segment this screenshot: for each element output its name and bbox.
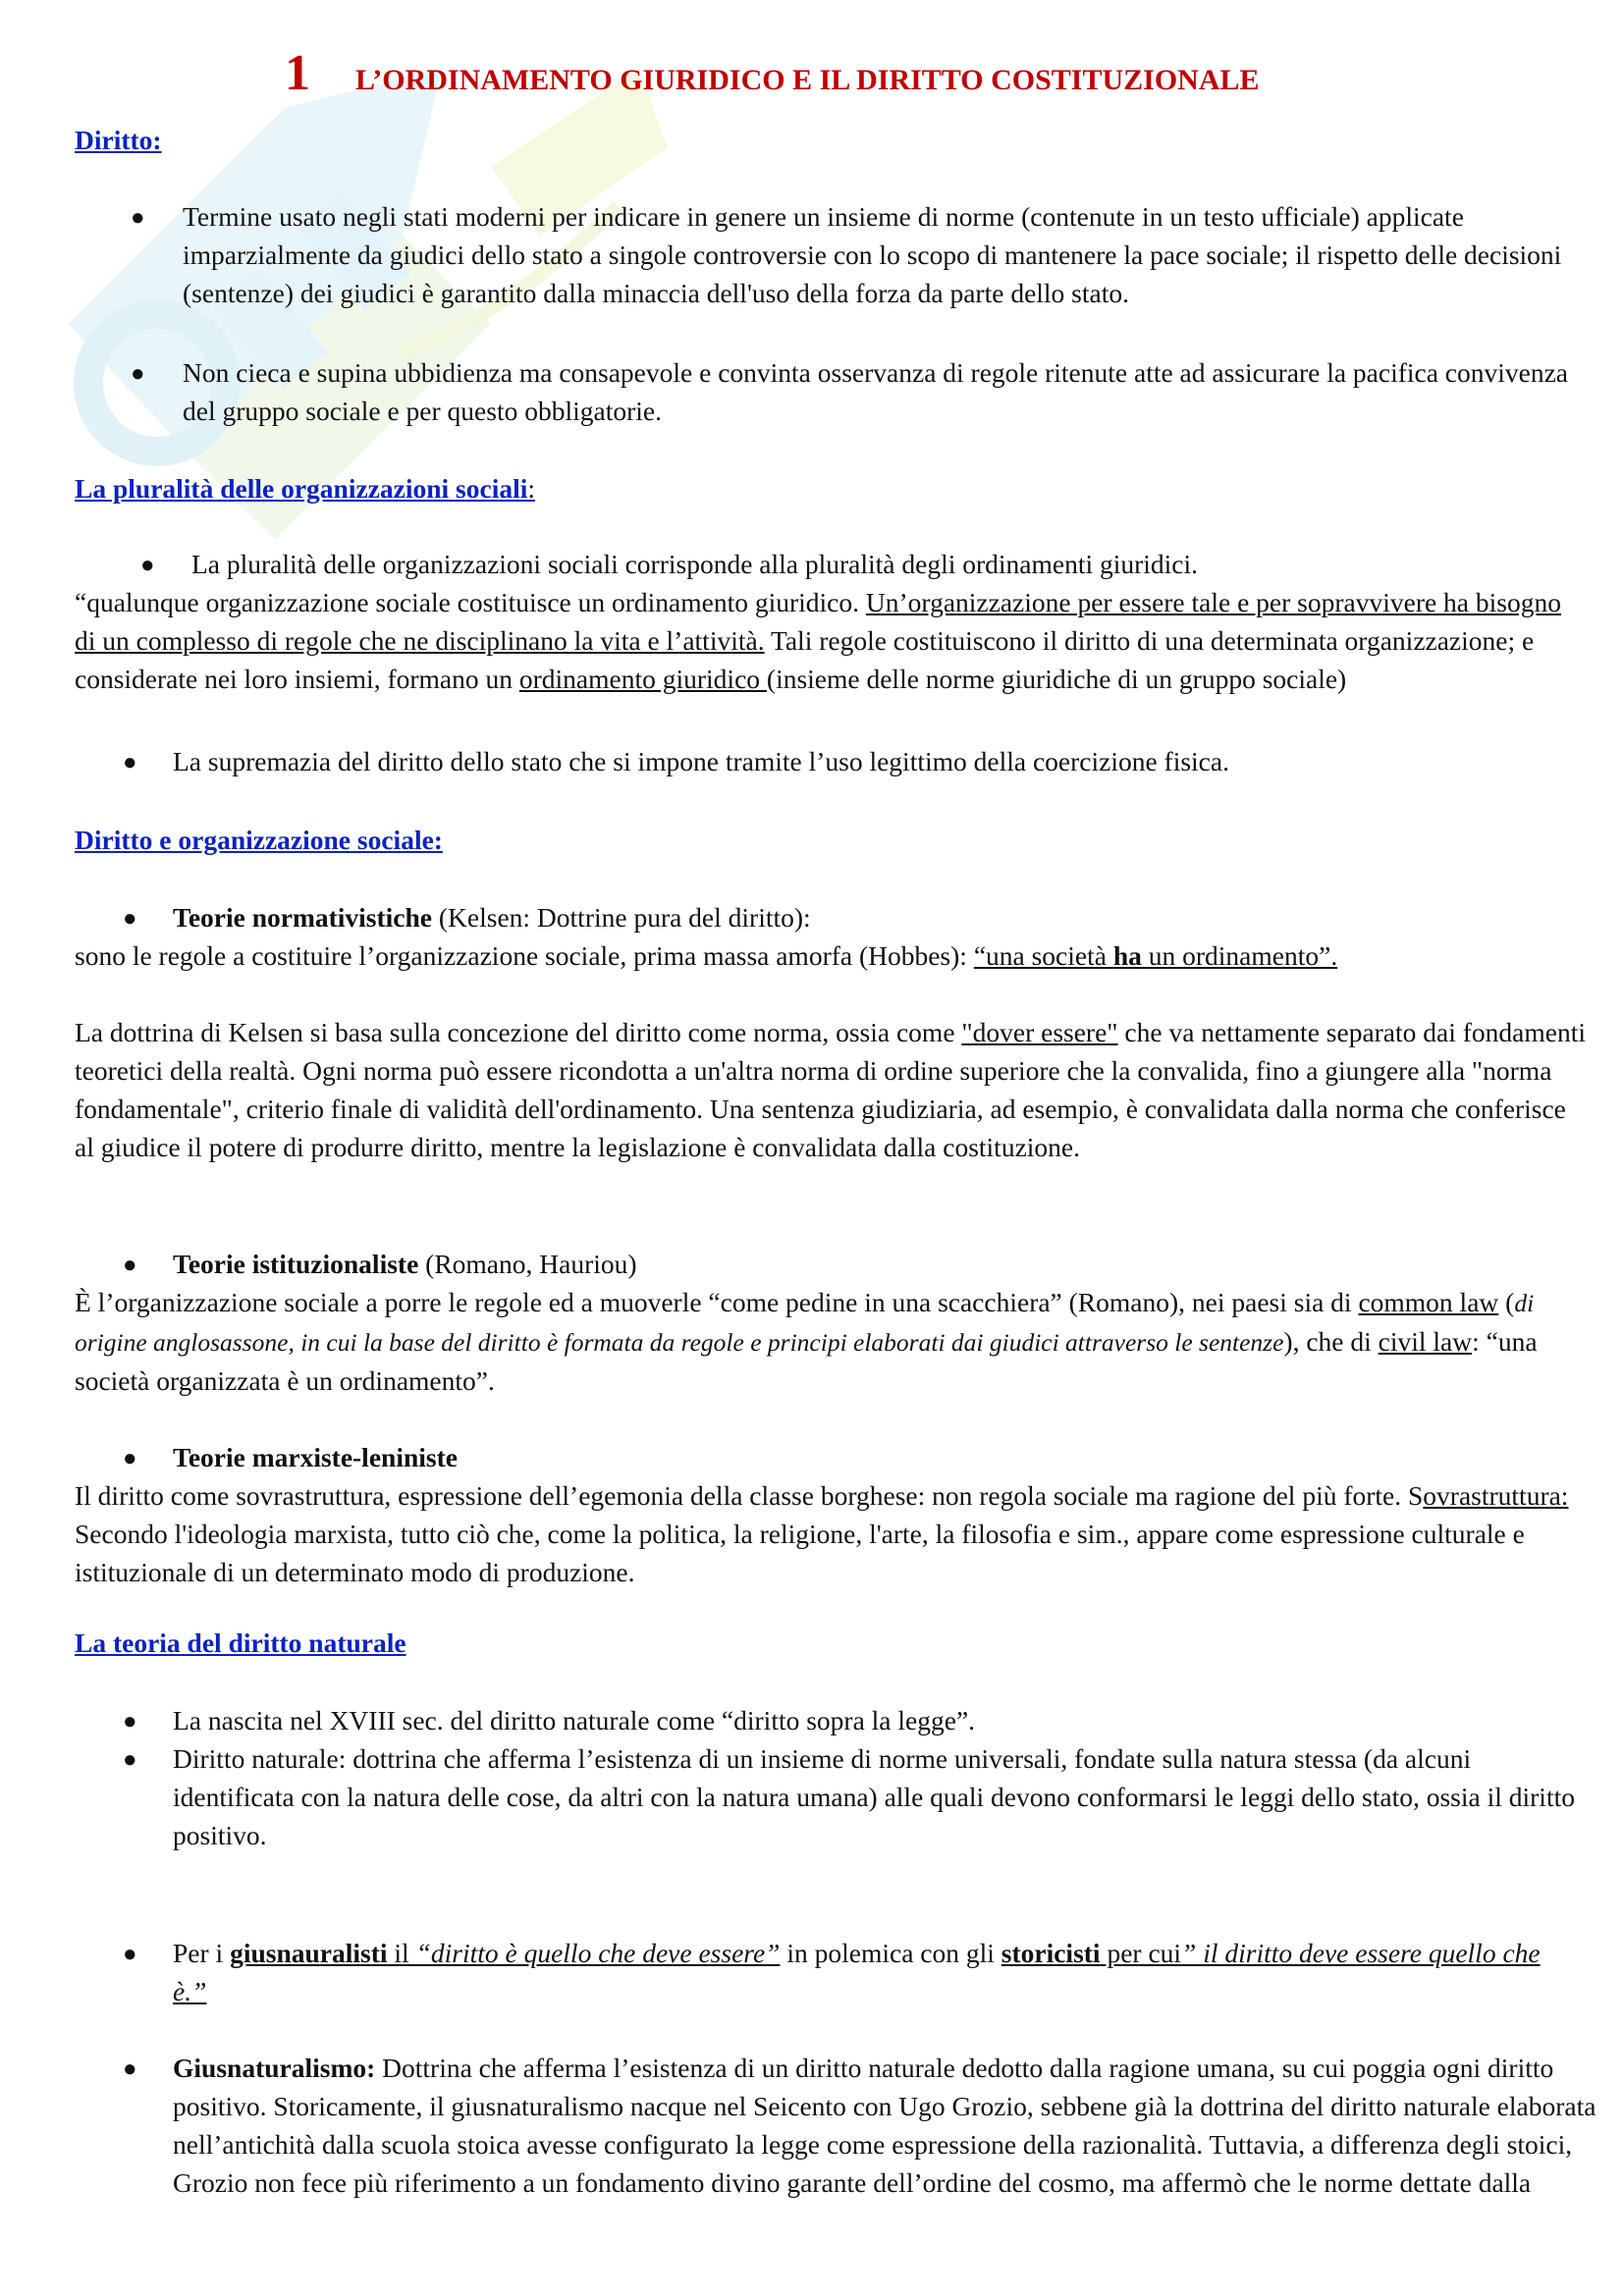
- istituzionaliste-paragraph: È l’organizzazione sociale a porre le regole ed a muoverle “come pedine in una scacchiera” (Romano), nei paesi sia di common law (di origine anglosassone, in cui la base del diritto è formata da regole e principi elaborati dai giudici attraverso le sentenze), che di civil law: “una società organizzata è un ordinamento”.: [75, 1287, 1538, 1396]
- bullet-dot: ●: [123, 1446, 137, 1471]
- chapter-title: L’ORDINAMENTO GIURIDICO E IL DIRITTO COSTITUZIONALE: [355, 64, 1260, 96]
- naturale-bullet-4: Giusnaturalismo: Dottrina che afferma l’esistenza di un diritto naturale dedotto dalla ragione umana, su cui poggia ogni diritto positivo. Storicamente, il giusnaturalismo nacque nel Seicento con Ugo Grozio, sebbene già la dottrina del diritto naturale elaborata nell’antichità dalla scuola stoica avesse configurato la legge come espressione della razionalità. Tuttavia, a differenza degli stoici, Grozio non fece più riferimento a un fondamento divino garante dell’ordine del cosmo, ma affermò che le norme dettate dalla: [173, 2053, 1596, 2198]
- naturale-bullet-1: La nascita nel XVIII sec. del diritto naturale come “diritto sopra la legge”.: [173, 1705, 976, 1735]
- teorie-marxiste-item: Teorie marxiste-leniniste: [173, 1442, 458, 1472]
- teorie-istituzionaliste-item: Teorie istituzionaliste (Romano, Hauriou): [173, 1249, 637, 1279]
- heading-diritto-organizzazione: Diritto e organizzazione sociale:: [75, 825, 443, 855]
- bullet-dot: ●: [123, 1747, 137, 1773]
- naturale-bullet-2: Diritto naturale: dottrina che afferma l’esistenza di un insieme di norme universali, fondate sulla natura stessa (da alcuni identificata con la natura delle cose, da altri con la natura umana) alle quali devono conformarsi le leggi dello stato, ossia il diritto positivo.: [173, 1743, 1575, 1850]
- teorie-normativistiche-item: Teorie normativistiche (Kelsen: Dottrine pura del diritto):: [173, 902, 811, 933]
- normativistiche-paragraph-1: sono le regole a costituire l’organizzazione sociale, prima massa amorfa (Hobbes): “una società ha un ordinamento”.: [75, 940, 1338, 971]
- heading-pluralita: La pluralità delle organizzazioni sociali:: [75, 473, 536, 504]
- bullet-dot: ●: [123, 1253, 137, 1278]
- diritto-bullet-2: Non cieca e supina ubbidienza ma consapevole e convinta osservanza di regole ritenute atte ad assicurare la pacifica convivenza del gruppo sociale e per questo obbligatorie.: [183, 357, 1569, 426]
- marxiste-paragraph: Il diritto come sovrastruttura, espressione dell’egemonia della classe borghese: non regola sociale ma ragione del più forte. Sovrastruttura: Secondo l'ideologia marxista, tutto ciò che, come la politica, la religione, l'arte, la filosofia e sim., appare come espressione culturale e istituzionale di un determinato modo di produzione.: [75, 1480, 1569, 1587]
- document-title: [285, 45, 1260, 101]
- diritto-bullet-1: Termine usato negli stati moderni per indicare in genere un insieme di norme (contenute in un testo ufficiale) applicate imparzialmente da giudici dello stato a singole controversie con lo scopo di mantenere la pace sociale; il rispetto delle decisioni (sentenze) dei giudici è garantito dalla minaccia dell'uso della forza da parte dello stato.: [183, 201, 1562, 308]
- bullet-dot: ●: [123, 2056, 137, 2082]
- bullet-dot: ●: [123, 1942, 137, 1967]
- bullet-dot: ●: [123, 750, 137, 775]
- bullet-dot: ●: [131, 205, 145, 231]
- heading-diritto: Diritto:: [75, 125, 162, 155]
- bullet-dot: ●: [131, 361, 145, 387]
- pluralita-bullet-1: La pluralità delle organizzazioni sociali corrisponde alla pluralità degli ordinamenti giuridici.: [191, 549, 1199, 579]
- normativistiche-paragraph-2: La dottrina di Kelsen si basa sulla concezione del diritto come norma, ossia come "dover essere" che va nettamente separato dai fondamenti teoretici della realtà. Ogni norma può essere ricondotta a un'altra norma di ordine superiore che la convalida, fino a giungere alla "norma fondamentale", criterio finale di validità dell'ordinamento. Una sentenza giudiziaria, ad esempio, è convalidata dalla norma che conferisce al giudice il potere di produrre diritto, mentre la legislazione è convalidata dalla costituzione.: [75, 1017, 1586, 1162]
- pluralita-bullet-2: La supremazia del diritto dello stato che si impone tramite l’uso legittimo della coercizione fisica.: [173, 746, 1229, 776]
- chapter-number: 1: [285, 45, 310, 101]
- bullet-dot: ●: [123, 1709, 137, 1735]
- pluralita-paragraph: “qualunque organizzazione sociale costituisce un ordinamento giuridico. Un’organizzazione per essere tale e per sopravvivere ha bisogno di un complesso di regole che ne disciplinano la vita e l’attività. Tali regole costituiscono il diritto di una determinata organizzazione; e considerate nei loro insiemi, formano un ordinamento giuridico (insieme delle norme giuridiche di un gruppo sociale): [75, 587, 1561, 694]
- naturale-bullet-3: Per i giusnauralisti il “diritto è quello che deve essere” in polemica con gli storicisti per cui” il diritto deve essere quello che è.”: [173, 1938, 1541, 2006]
- bullet-dot: ●: [140, 553, 155, 578]
- heading-diritto-naturale: La teoria del diritto naturale: [75, 1628, 406, 1658]
- bullet-dot: ●: [123, 906, 137, 932]
